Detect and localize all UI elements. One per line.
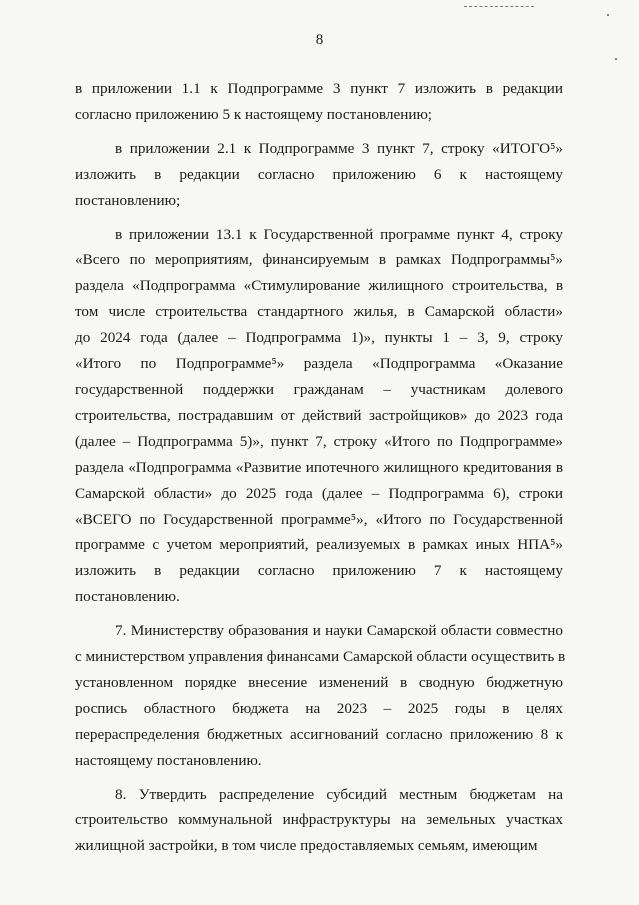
paragraph — [75, 618, 566, 773]
document-body — [75, 76, 566, 859]
text-line: программе с учетом мероприятий, реализуемых в рамках иных НПА⁵» — [75, 536, 563, 554]
text-line: жилищной застройки, в том числе предоставляемых семьям, имеющим — [75, 837, 538, 855]
scan-mark — [464, 6, 534, 9]
scan-speck — [607, 14, 609, 16]
text-line: «ВСЕГО по Государственной программе⁵», «Итого по Государственной — [75, 510, 563, 528]
text-line: установленном порядке внесение изменений в сводную бюджетную — [75, 673, 563, 691]
text-line: согласно приложению 5 к настоящему постановлению; — [75, 105, 433, 123]
text-line: настоящему постановлению. — [75, 751, 262, 769]
text-line: перераспределения бюджетных ассигнований согласно приложению 8 к — [75, 725, 563, 743]
text-line: в приложении 1.1 к Подпрограмме 3 пункт 7 изложить в редакции — [75, 80, 563, 97]
text-line: раздела «Подпрограмма «Развитие ипотечного жилищного кредитования в — [75, 458, 563, 476]
text-line: том числе строительства стандартного жилья, в Самарской области» — [75, 303, 563, 321]
text-line: строительства, пострадавшим от действий застройщиков» до 2023 года — [75, 406, 563, 424]
text-line: 8. Утвердить распределение субсидий местным бюджетам на — [115, 785, 563, 803]
text-line: изложить в редакции согласно приложению 7 к настоящему — [75, 562, 563, 580]
paragraph — [75, 222, 563, 611]
paragraph — [75, 782, 563, 860]
page-number: 8 — [315, 32, 324, 48]
text-line: строительство коммунальной инфраструктуры на земельных участках — [75, 811, 563, 829]
text-line: «Итого по Подпрограмме⁵» раздела «Подпрограмма «Оказание — [75, 355, 563, 373]
scan-speck — [615, 58, 617, 60]
text-line: раздела «Подпрограмма «Стимулирование жилищного строительства, в — [75, 277, 563, 295]
text-line: «Всего по мероприятиям, финансируемым в рамках Подпрограммы⁵» — [75, 251, 563, 269]
text-line: постановлению; — [75, 191, 181, 209]
text-line: государственной поддержки гражданам – участникам долевого — [75, 380, 563, 398]
text-line: изложить в редакции согласно приложению 6 к настоящему — [75, 165, 563, 183]
text-line: в приложении 13.1 к Государственной программе пункт 4, строку — [115, 225, 563, 243]
text-line: Самарской области» до 2025 года (далее – Подпрограмма 6), строки — [75, 484, 563, 502]
paragraph — [75, 136, 563, 214]
paragraph — [75, 76, 563, 128]
text-line: до 2024 года (далее – Подпрограмма 1)», пункты 1 – 3, 9, строку — [75, 329, 563, 347]
text-line: 7. Министерству образования и науки Самарской области совместно — [115, 622, 563, 640]
text-line: с министерством управления финансами Самарской области осуществить в — [75, 648, 566, 666]
text-line: в приложении 2.1 к Подпрограмме 3 пункт 7, строку «ИТОГО⁵» — [115, 139, 563, 157]
text-line: роспись областного бюджета на 2023 – 2025 годы в целях — [75, 699, 563, 717]
text-line: (далее – Подпрограмма 5)», пункт 7, строку «Итого по Подпрограмме» — [75, 432, 563, 450]
text-line: постановлению. — [75, 588, 180, 606]
